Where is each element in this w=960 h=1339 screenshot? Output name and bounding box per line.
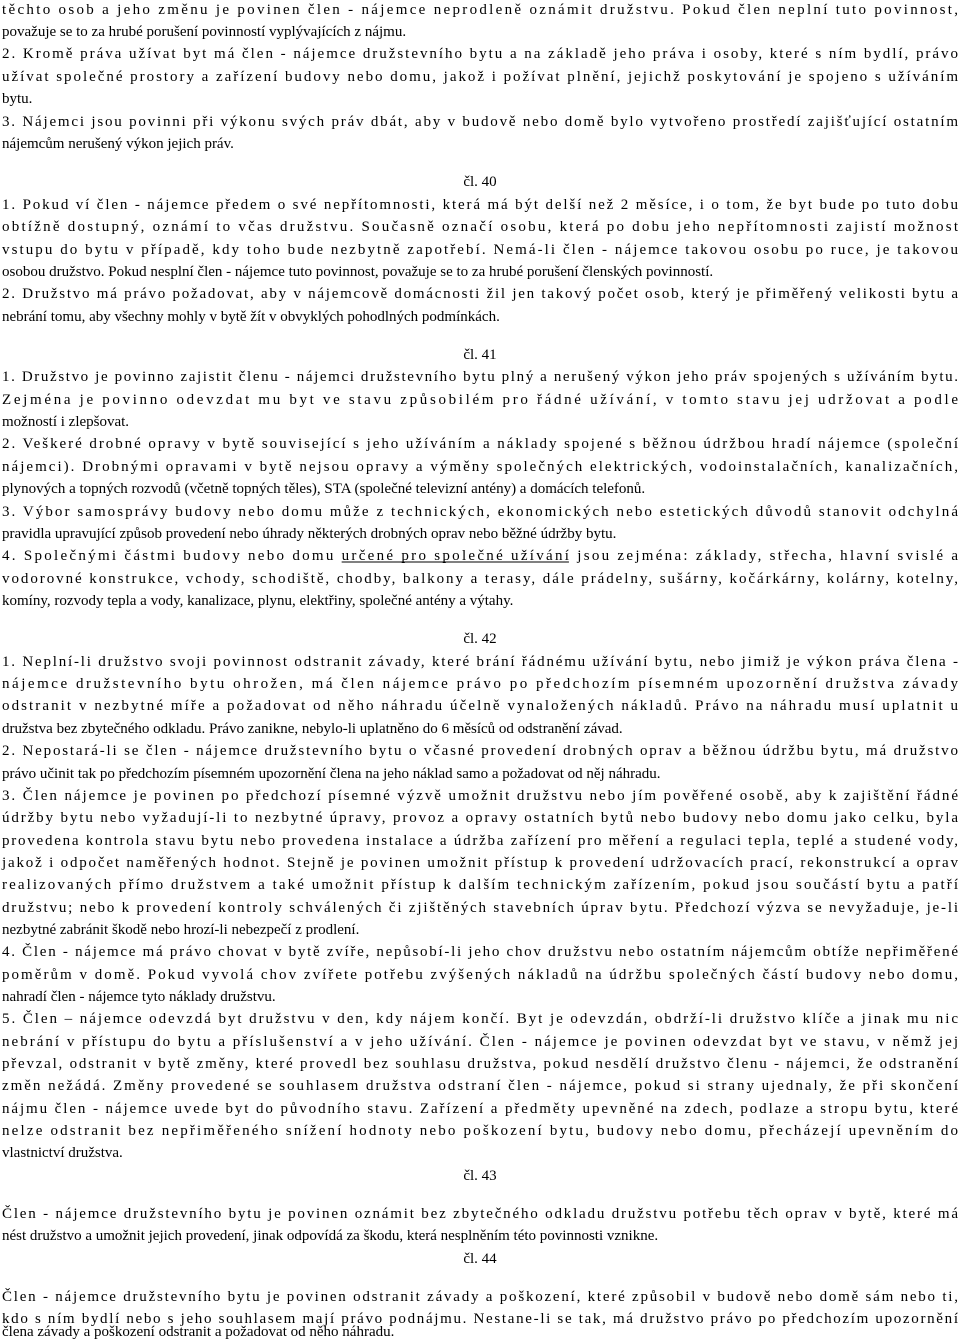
text-line: 2. Kromě práva užívat byt má člen - nájemce družstevního bytu a na základě jeho práva i osoby, které s ním bydlí, právo bbox=[2, 46, 958, 62]
text-line: nelze odstranit bez nepřiměřeného snížení hodnoty nebo poškození bytu, budovy nebo domu, přecházejí upevněním do bbox=[2, 1123, 959, 1139]
text-line: vlastnictví družstva. bbox=[2, 1145, 123, 1161]
text-line: nájemce družstevního bytu ohrožen, má člen nájemce právo po předchozím písemném upozornění družstva závady bbox=[2, 676, 959, 692]
text-line: změn nežádá. Změny provedené se souhlasem družstva odstraní člen - nájemce, pokud si strany ujednaly, že při skončení bbox=[2, 1078, 959, 1094]
text-line: 2. Družstvo má právo požadovat, aby v nájemcově domácnosti žil jen takový počet osob, který je přiměřený velikosti bytu a bbox=[2, 286, 959, 302]
text-line: družstvu; nebo k provedení kontroly schválených či zjištěných stavebních úprav bytu. Předchozí výzva se nevyžaduje, je-li bbox=[2, 900, 958, 916]
text-line: osobou družstvo. Pokud nesplní člen - nájemce tuto povinnost, považuje se to za hrubé porušení členských povinností. bbox=[2, 264, 714, 280]
text-line: převzal, odstranit v bytě změny, které provedl bez souhlasu družstva, pokud nesdělí družstvo členu - nájemci, že odstranění bbox=[2, 1056, 958, 1072]
text-line: kdo s ním bydlí nebo s jeho souhlasem mají právo podnájmu. Nestane-li se tak, má družstvo právo po předchozím upozornění bbox=[2, 1311, 958, 1327]
text-line: 1. Neplní-li družstvo svoji povinnost odstranit závady, které brání řádnému užívání bytu, nebo jimiž je výkon práva člena - bbox=[2, 654, 959, 670]
text-line: 2. Nepostará-li se člen - nájemce družstevního bytu o včasné provedení drobných oprav a běžnou údržbu bytu, má družstvo bbox=[2, 743, 959, 759]
text-line: komíny, rozvody tepla a vody, kanalizace, plynu, elektřiny, společné antény a výtahy. bbox=[2, 593, 514, 609]
text-line: pravidla upravující způsob provedení nebo úhrady některých drobných oprav nebo běžné údržby bytu. bbox=[2, 526, 617, 542]
text-line: nezbytné zabránit škodě nebo hrozí-li nebezpečí z prodlení. bbox=[2, 922, 360, 938]
text-line: vodorovné konstrukce, vchody, schodiště, chodby, balkony a terasy, dále prádelny, sušárny, kočárkárny, kolárny, kotelny, bbox=[2, 571, 959, 587]
text-line: plynových a topných rozvodů (včetně topných těles), STA (společné televizní antény) a domácích telefonů. bbox=[2, 481, 646, 497]
text-line: Zejména je povinno odevzdat mu byt ve stavu způsobilém pro řádné užívání, v tomto stavu jej udržovat a podle bbox=[2, 392, 958, 408]
text-line: bytu. bbox=[2, 91, 33, 107]
article-heading: čl. 40 bbox=[463, 174, 497, 190]
text-line: družstva bez zbytečného odkladu. Právo zanikne, nebylo-li uplatněno do 6 měsíců od odstranění závad. bbox=[2, 721, 623, 737]
text-line: obtížně dostupný, oznámí to včas družstvu. Současně označí osobu, která po dobu jeho nepřítomnosti zajistí možnost bbox=[2, 219, 959, 235]
text-line: jakož i odpočet naměřených hodnot. Stejně je povinen umožnit přístup k provedení udržovacích prací, rekonstrukcí a oprav bbox=[2, 855, 959, 871]
text-line: 4. Společnými částmi budovy nebo domu určené pro společné užívání jsou zejména: základy, střecha, hlavní svislé a bbox=[2, 548, 958, 564]
text-line: odstranit v nezbytné míře a požadovat od něho náhradu účelně vynaložených nákladů. Právo na náhradu musí uplatnit u bbox=[2, 698, 958, 714]
text-line: těchto osob a jeho změnu je povinen člen - nájemce neprodleně oznámit družstvu. Pokud člen neplní tuto povinnost, bbox=[2, 2, 958, 18]
text-line: 1. Družstvo je povinno zajistit členu - nájemci družstevního bytu plný a nerušený výkon jeho práv spojených s užíváním bytu. bbox=[2, 369, 958, 385]
article-heading: čl. 44 bbox=[463, 1251, 497, 1267]
text-line: provedena kontrola stavu bytu nebo provedena instalace a údržba zařízení pro měření a regulaci tepla, teplé a studené vody, bbox=[2, 833, 959, 849]
text-line: 4. Člen - nájemce má právo chovat v bytě zvíře, nepůsobí-li jeho chov družstvu nebo ostatním nájemcům obtíže nepřiměřené bbox=[2, 944, 959, 960]
text-line: poměrům v domě. Pokud vyvolá chov zvířete potřebu zvýšených nákladů na údržbu společných částí budovy nebo domu, bbox=[2, 967, 959, 983]
article-heading: čl. 41 bbox=[463, 347, 497, 363]
text-line: vstupu do bytu v případě, kdy toho bude nezbytně zapotřebí. Nemá-li člen - nájemce takovou osobu po ruce, je takovou bbox=[2, 242, 958, 258]
text-line: považuje se to za hrubé porušení povinností vyplývajících z nájmu. bbox=[2, 24, 407, 40]
text-line: nájmu člen - nájemce uvede byt do původního stavu. Zařízení a předměty upevněné na zdech, podlaze a stropu bytu, které bbox=[2, 1101, 959, 1117]
text-line: právo učinit tak po předchozím písemném upozornění člena na jeho náklad samo a požadovat od něj náhradu. bbox=[2, 766, 661, 782]
text-line: nahradí člen - nájemce tyto náklady družstvu. bbox=[2, 989, 276, 1005]
text-line: nést družstvo a umožnit jejich provedení, jinak odpovídá za škodu, která nesplněním této povinnosti vznikne. bbox=[2, 1228, 659, 1244]
text-line: 3. Člen nájemce je povinen po předchozí písemné výzvě umožnit družstvu nebo jím pověřené osobě, aby k zajištění řádné bbox=[2, 788, 958, 804]
text-line: realizovaných přímo družstvem a také umožnit přístup k dalším technickým zařízením, pokud jsou součástí bytu a patří bbox=[2, 877, 958, 893]
text-line: 1. Pokud ví člen - nájemce předem o své nepřítomnosti, která má být delší než 2 měsíce, i o tom, že byt bude po tuto dobu bbox=[2, 197, 959, 213]
text-line: nebrání tomu, aby všechny mohly v bytě žít v obvyklých pohodlných podmínkách. bbox=[2, 309, 500, 325]
text-line: člena závady a poškození odstranit a požadovat od něho náhradu. bbox=[2, 1324, 395, 1339]
text-line: 5. Člen – nájemce odevzdá byt družstvu v den, kdy nájem končí. Byt je odevzdán, obdrží-li družstvo klíče a jinak mu nic bbox=[2, 1011, 959, 1027]
text-line: Člen - nájemce družstevního bytu je povinen odstranit závady a poškození, které způsobil v budově nebo domě sám nebo ti, bbox=[2, 1289, 958, 1305]
article-heading: čl. 43 bbox=[463, 1168, 497, 1184]
text-line: nájemci). Drobnými opravami v bytě nejsou opravy a výměny společných elektrických, vodoinstalačních, kanalizačních, bbox=[2, 459, 959, 475]
article-heading: čl. 42 bbox=[463, 631, 497, 647]
text-line: údržby bytu nebo vyžadují-li to nezbytné úpravy, provoz a opravy ostatních bytů nebo budovy nebo domu jako celku, byla bbox=[2, 810, 958, 826]
text-line: nebrání v přístupu do bytu a příslušenství a v jeho užívání. Člen - nájemce je povinen odevzdat byt ve stavu, v němž jej bbox=[2, 1034, 959, 1050]
text-line: užívat společné prostory a zařízení budovy nebo domu, jakož i požívat plnění, jejichž poskytování je spojeno s užíváním bbox=[2, 69, 958, 85]
text-line: 2. Veškeré drobné opravy v bytě související s jeho užíváním a náklady spojené s běžnou údržbou hradí nájemce (společní bbox=[2, 436, 959, 452]
text-line: možností i zlepšovat. bbox=[2, 414, 130, 430]
text-line: nájemcům nerušený výkon jejich práv. bbox=[2, 136, 234, 152]
text-line: 3. Nájemci jsou povinni při výkonu svých práv dbát, aby v budově nebo domě bylo vytvořeno prostředí zajišťující ostatním bbox=[2, 114, 959, 130]
text-line: Člen - nájemce družstevního bytu je povinen oznámit bez zbytečného odkladu družstvu potřebu těch oprav v bytě, které má bbox=[2, 1206, 959, 1222]
text-line: 3. Výbor samosprávy budovy nebo domu může z technických, ekonomických nebo estetických důvodů stanovit odchylná bbox=[2, 504, 958, 520]
